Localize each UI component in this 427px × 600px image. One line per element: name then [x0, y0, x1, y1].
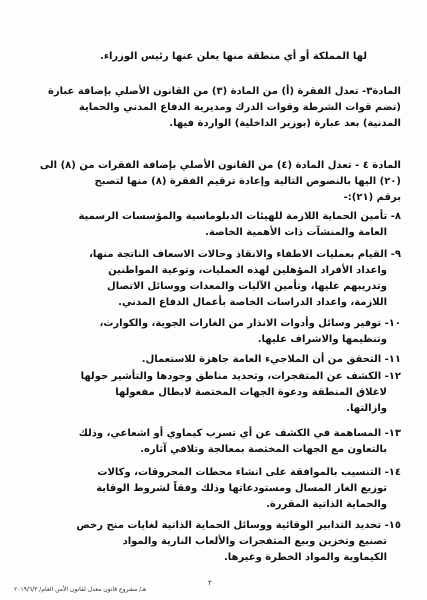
article4-line1: المادة ٤ - تعدل المادة (٤) من القانون الأصلي بإضافة الفقرات من (٨) الى	[39, 160, 401, 171]
item-9-line1: ٩- القيام بعمليات الاطفاء والانقاذ وحالات الاسعاف الناتجة منها،	[89, 249, 401, 260]
article3-line3: المدنية) بعد عبارة (بوزير الداخلية) الواردة فيها.	[169, 118, 401, 129]
item-9-line4: اللازمة، واعداد الدراسات الخاصة بأعمال الدفاع المدني.	[118, 297, 387, 308]
item-12-line2: لاغلاق المنطقة ودعوة الجهات المختصة لابطال مفعولها	[115, 387, 387, 398]
page-number: ٢	[208, 579, 212, 587]
article4-line3: برقم (٢١):-	[343, 192, 401, 203]
item-10-line2: وتنظيمها والاشراف عليها.	[257, 334, 387, 345]
item-15-line2: تصنيع وتخزين وبيع المتفجرات والألعاب النارية والمواد	[122, 536, 387, 547]
item-10-line1: ١٠- توفير وسائل وأدوات الانذار من الغارات الجوية، والكوارث،	[99, 318, 401, 329]
item-8-line2: العامة والمنشآت ذات الأهمية الخاصة.	[205, 227, 387, 238]
article3-line2: (تضم قوات الشرطة وقوات الدرك ومديرية الدفاع المدني والحماية	[78, 102, 401, 113]
item-9-line2: واعداد الأفراد المؤهلين لهذه العمليات، وتوعية المواطنين	[108, 265, 387, 276]
item-15-line1: ١٥- تحديد التدابير الوقائية ووسائل الحماية الذاتية لغايات منح رخص	[76, 520, 401, 531]
item-8-line1: ٨- تأمين الحماية اللازمة للهيئات الدبلوماسية والمؤسسات الرسمية	[78, 211, 401, 222]
item-15-line3: الكيماوية والمواد الخطرة وغيرها.	[223, 552, 387, 563]
item-13-line2: بالتعاون مع الجهات المختصة بمعالجة وتلافي آثاره.	[140, 444, 387, 455]
item-12-line3: وازالتها.	[346, 403, 387, 414]
item-14-line2: توزيع الغاز المسال ومستودعاتها وذلك وفقاً لشروط الوقاية	[96, 483, 387, 494]
article4-line2: (٢٠) اليها بالنصوص التالية وإعادة ترقيم الفقرة (٨) منها لتصبح	[94, 176, 401, 187]
item-14-line1: ١٤- التنسيب بالموافقة على انشاء محطات المحروقات، وكالات	[97, 467, 401, 478]
item-14-line3: والحماية الذاتية المقررة.	[266, 499, 387, 510]
top-line: لها المملكة أو أي منطقة منها يعلن عنها رئيس الوزراء.	[100, 51, 367, 62]
item-11-line1: ١١- التحقق من أن الملاجيء العامة جاهزة للاستعمال.	[141, 354, 401, 365]
footer-text: هـ/ مشروع قانون معدل لقانون الأمن العام/ ٢٠١٩/٦/٣	[14, 586, 147, 593]
item-13-line1: ١٣- المساهمة في الكشف عن أي تسرب كيماوي أو اشعاعي، وذلك	[78, 428, 401, 439]
item-9-line3: وتدريبهم عليها، وتأمين الآليات والمعدات ووسائل الاتصال	[107, 281, 387, 292]
article3-line1: المادة٣- تعدل الفقرة (أ) من المادة (٣) من القانون الأصلي بإضافة عبارة	[48, 86, 401, 97]
item-12-line1: ١٢- الكشف عن المتفجرات، وتحديد مناطق وجودها والتأشير حولها	[80, 371, 401, 382]
